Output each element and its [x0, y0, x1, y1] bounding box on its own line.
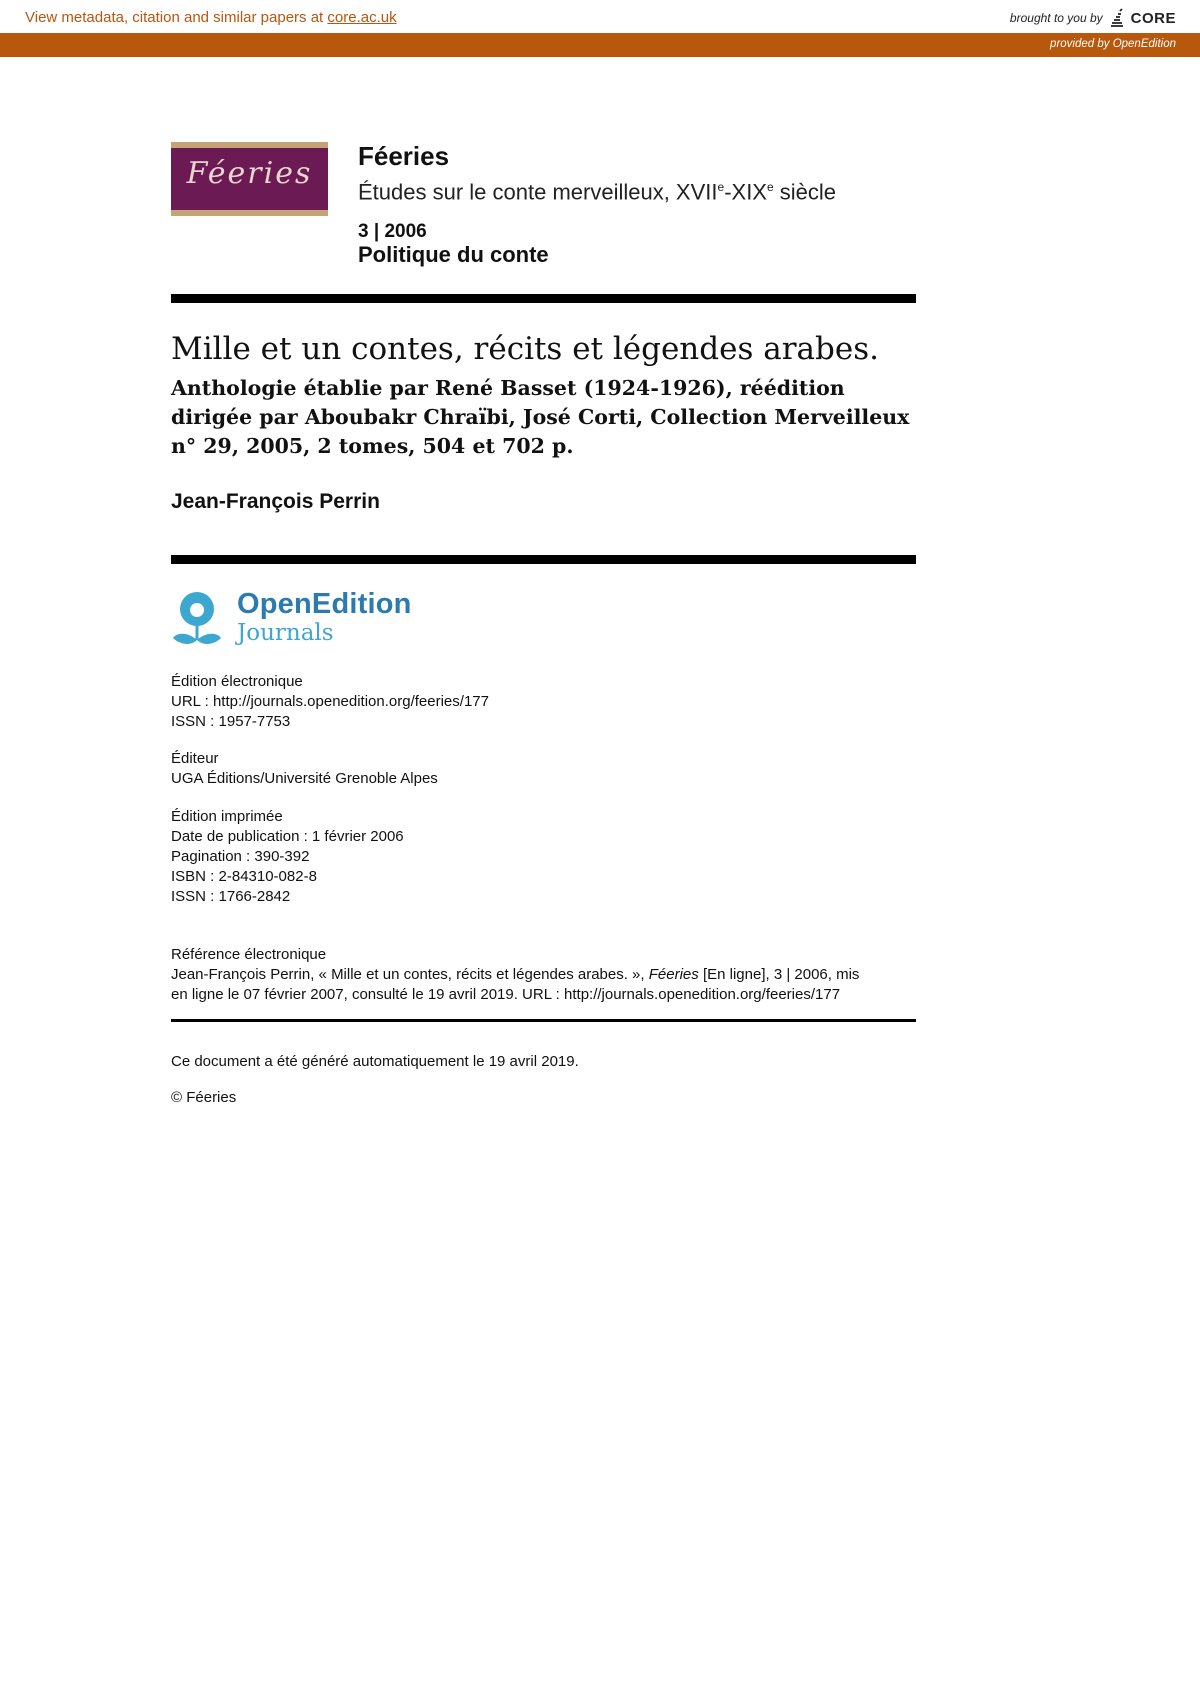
reference-journal-name: Féeries: [648, 966, 699, 983]
generated-note: Ce document a été généré automatiquement le 19 avril 2019.: [171, 1053, 579, 1070]
brought-to-you-by[interactable]: [1010, 8, 1176, 28]
reference-heading: Référence électronique: [171, 946, 327, 963]
electronic-edition-url[interactable]: URL : http://journals.openedition.org/feeries/177: [171, 693, 489, 710]
journal-subtitle-pre: Études sur le conte merveilleux, XVII: [358, 179, 718, 205]
openedition-journals-logo: [171, 590, 412, 652]
core-header: [0, 0, 1200, 33]
copyright: © Féeries: [171, 1089, 237, 1106]
electronic-reference-block: [171, 945, 931, 1005]
issue-theme: Politique du conte: [358, 242, 549, 268]
reference-line1: [171, 965, 931, 985]
print-pagination: Pagination : 390-392: [171, 848, 310, 865]
middle-divider: [171, 555, 916, 564]
journal-subtitle-post: siècle: [773, 179, 837, 205]
journal-subtitle-sup1: e: [717, 180, 725, 194]
core-ac-uk-link[interactable]: core.ac.uk: [327, 9, 397, 26]
journal-cover-thumbnail: [171, 142, 328, 216]
openedition-logo-line2: Journals: [237, 620, 334, 646]
print-issn: ISSN : 1766-2842: [171, 888, 291, 905]
reference-line2[interactable]: en ligne le 07 février 2007, consulté le 19 avril 2019. URL : http://journals.openedition.org/feeries/177: [171, 986, 841, 1003]
core-link-prefix: View metadata, citation and similar papers at: [25, 9, 328, 26]
article-title: Mille et un contes, récits et légendes arabes.: [171, 331, 879, 367]
publisher-block: [171, 749, 931, 789]
core-logo-icon: [1108, 8, 1126, 28]
journal-subtitle-mid: -XIX: [724, 179, 767, 205]
publisher-heading: Éditeur: [171, 750, 219, 767]
reference-line1-pre: Jean-François Perrin, « Mille et un contes, récits et légendes arabes. »,: [171, 966, 649, 983]
journal-name: Féeries: [358, 141, 450, 171]
top-divider: [171, 294, 916, 303]
journal-cover-text: Féeries: [186, 156, 313, 191]
openedition-logo-line1: OpenEdition: [237, 588, 412, 620]
core-bar: [0, 33, 1200, 57]
core-label: CORE: [1130, 9, 1176, 27]
provided-by[interactable]: provided by OpenEdition: [1050, 38, 1176, 50]
electronic-edition-heading: Édition électronique: [171, 673, 303, 690]
brought-by-label: brought to you by: [1009, 11, 1103, 25]
electronic-edition-block: [171, 672, 931, 732]
journal-header: [358, 140, 836, 268]
publisher-name: UGA Éditions/Université Grenoble Alpes: [171, 770, 438, 787]
issue-number: 3 | 2006: [358, 221, 427, 243]
reference-line1-post: [En ligne], 3 | 2006, mis: [698, 966, 860, 983]
print-isbn: ISBN : 2-84310-082-8: [171, 868, 317, 885]
openedition-flower-icon: [171, 590, 223, 652]
core-metadata-link[interactable]: [25, 9, 397, 26]
print-edition-block: [171, 807, 931, 907]
print-edition-heading: Édition imprimée: [171, 808, 283, 825]
journal-subtitle: [358, 172, 836, 207]
journal-subtitle-sup2: e: [766, 180, 774, 194]
print-publication-date: Date de publication : 1 février 2006: [171, 828, 404, 845]
electronic-edition-issn: ISSN : 1957-7753: [171, 713, 291, 730]
bottom-divider: [171, 1019, 916, 1022]
article-subtitle: Anthologie établie par René Basset (1924-1926), réédition dirigée par Aboubakr Chraïbi, José Corti, Collection Merveilleux n° 29, 2005, 2 tomes, 504 et 702 p.: [171, 376, 910, 458]
article-author: Jean-François Perrin: [171, 490, 380, 513]
